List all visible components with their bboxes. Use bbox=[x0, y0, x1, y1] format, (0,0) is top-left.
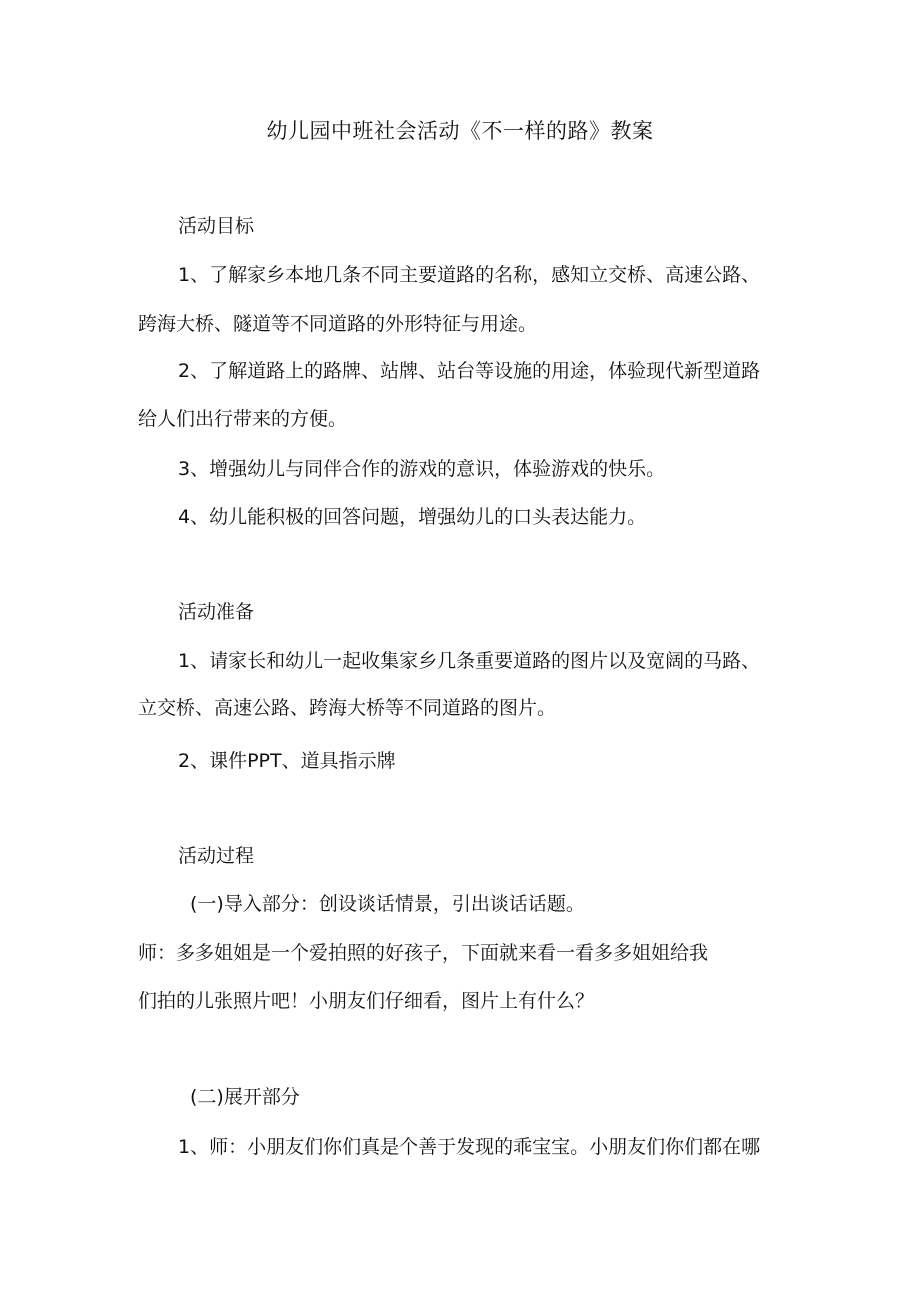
goal-line-4: 4、幼儿能积极的回答问题，增强幼儿的口头表达能力。 bbox=[178, 506, 647, 528]
prep-line-1-cont: 立交桥、高速公路、跨海大桥等不同道路的图片。 bbox=[138, 697, 557, 719]
process-expand-line-1: 1、师：小朋友们你们真是个善于发现的乖宝宝。小朋友们你们都在哪 bbox=[178, 1136, 761, 1158]
goal-line-1: 1、了解家乡本地几条不同主要道路的名称，感知立交桥、高速公路、 bbox=[178, 264, 761, 286]
goal-line-2-cont: 给人们出行带来的方便。 bbox=[138, 408, 348, 430]
process-line-teacher: 师：多多姐姐是一个爱拍照的好孩子，下面就来看一看多多姐姐给我 bbox=[138, 942, 709, 964]
goal-line-2: 2、了解道路上的路牌、站牌、站台等设施的用途，体验现代新型道路 bbox=[178, 360, 761, 382]
process-intro-heading: (一)导入部分：创设谈话情景，引出谈话话题。 bbox=[190, 893, 585, 915]
section-heading-goals: 活动目标 bbox=[178, 215, 255, 237]
process-line-teacher-cont: 们拍的儿张照片吧！小朋友们仔细看，图片上有什么？ bbox=[138, 990, 595, 1012]
prep-line-1: 1、请家长和幼儿一起收集家乡几条重要道路的图片以及宽阔的马路、 bbox=[178, 650, 761, 672]
goal-line-1-cont: 跨海大桥、隧道等不同道路的外形特征与用途。 bbox=[138, 313, 538, 335]
process-expand-heading: (二)展开部分 bbox=[190, 1086, 300, 1108]
prep-line-2: 2、课件PPT、道具指示牌 bbox=[178, 750, 396, 772]
goal-line-3: 3、增强幼儿与同伴合作的游戏的意识，体验游戏的快乐。 bbox=[178, 458, 666, 480]
document-title: 幼儿园中班社会活动《不一样的路》教案 bbox=[266, 119, 654, 143]
section-heading-prep: 活动准备 bbox=[178, 601, 255, 623]
section-heading-process: 活动过程 bbox=[178, 845, 255, 867]
